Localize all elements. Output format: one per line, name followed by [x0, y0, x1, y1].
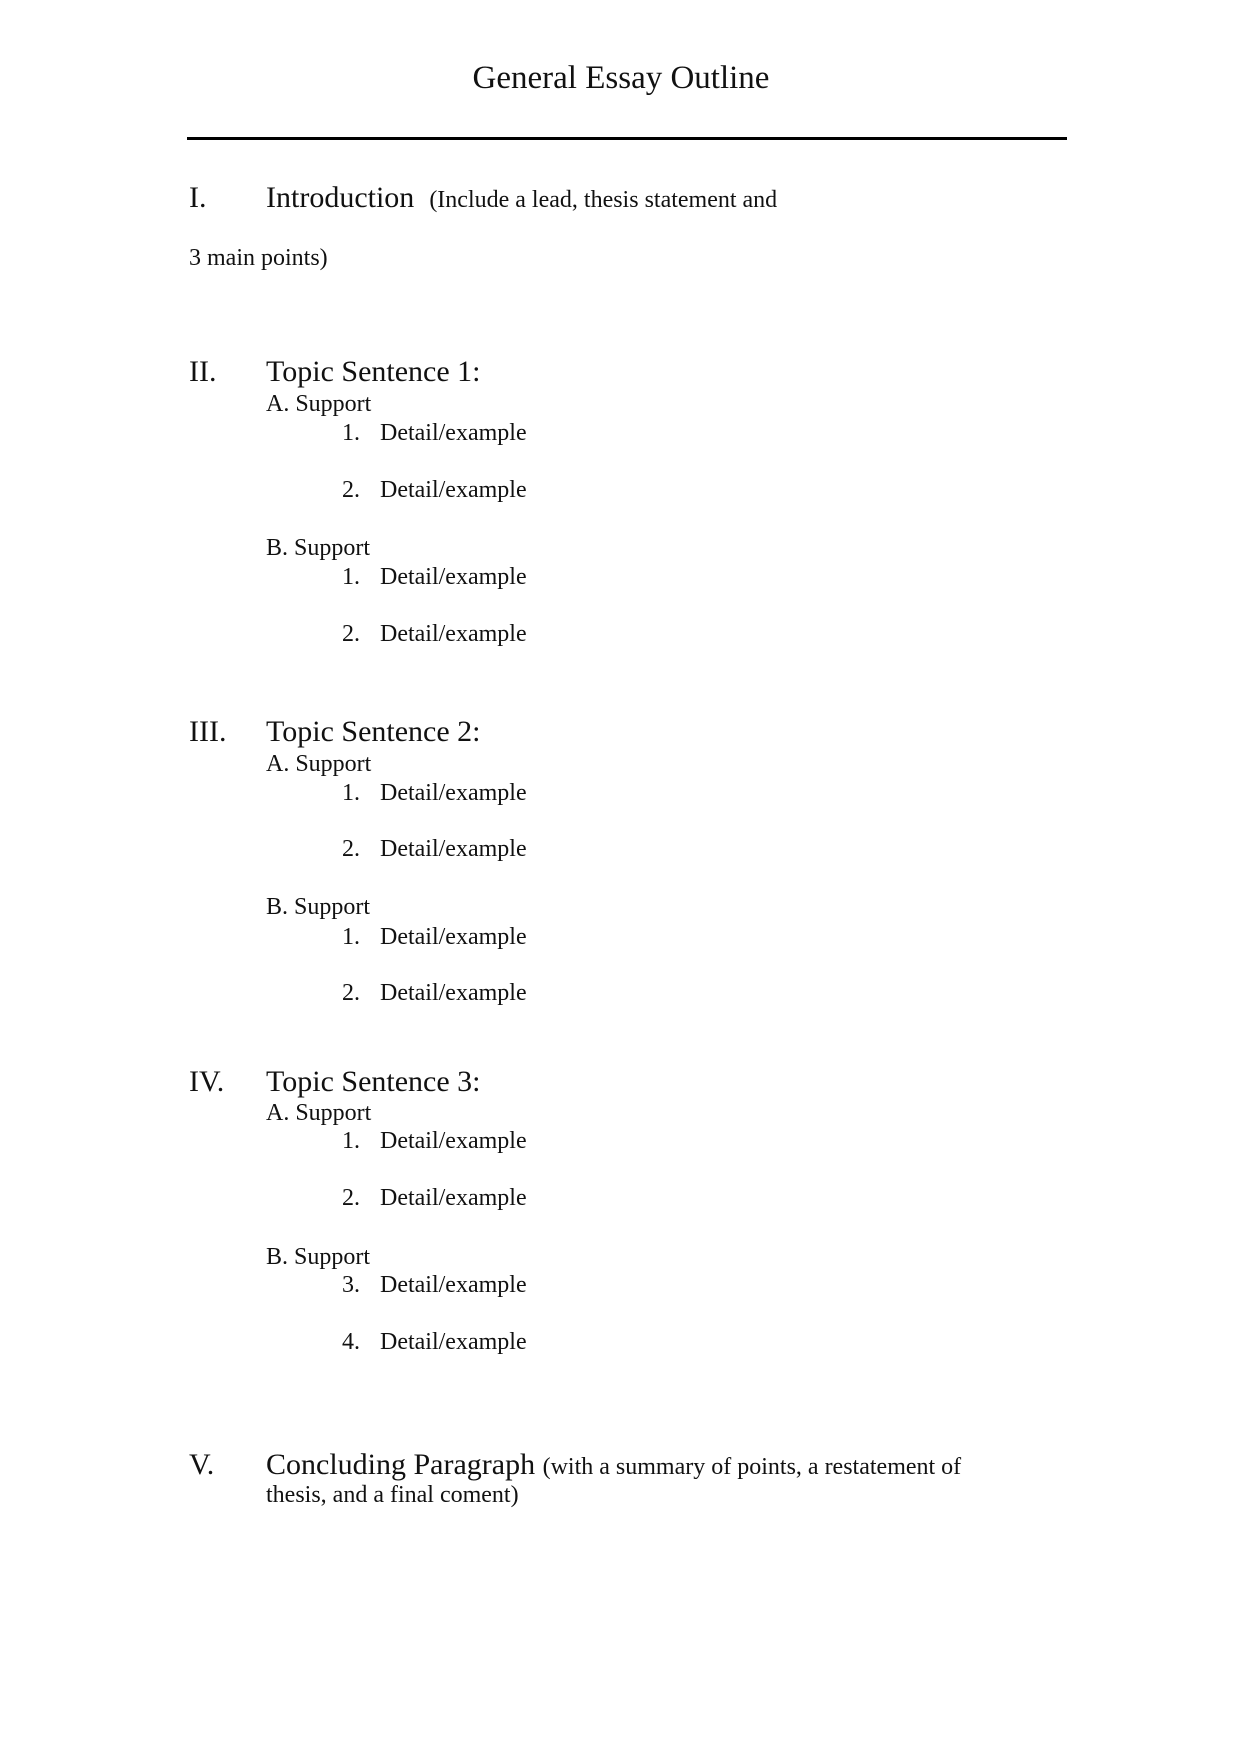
detail-text: Detail/example	[380, 621, 527, 647]
section-note: (Include a lead, thesis statement and	[429, 187, 778, 213]
support-label: A. Support	[266, 751, 372, 777]
detail-text: Detail/example	[380, 1329, 527, 1355]
section-heading: Topic Sentence 1:	[266, 355, 481, 388]
support-label: B. Support	[266, 894, 371, 920]
detail-text: Detail/example	[380, 836, 527, 862]
title-divider	[187, 137, 1067, 140]
detail-text: Detail/example	[380, 980, 527, 1006]
detail-number: 1.	[342, 924, 360, 950]
section-numeral: I.	[189, 181, 207, 214]
detail-number: 3.	[342, 1272, 360, 1298]
support-label: A. Support	[266, 1100, 372, 1126]
section-note-continuation: thesis, and a final coment)	[266, 1482, 519, 1508]
section-numeral: IV.	[189, 1065, 225, 1098]
support-label: B. Support	[266, 535, 371, 561]
section-heading	[266, 180, 777, 218]
detail-text: Detail/example	[380, 477, 527, 503]
section-numeral: II.	[189, 355, 217, 388]
section-note: (with a summary of points, a restatement of	[542, 1454, 962, 1480]
section-heading-text: Concluding Paragraph	[266, 1448, 536, 1481]
section-heading-text: Introduction	[266, 181, 415, 214]
section-heading: Topic Sentence 2:	[266, 715, 481, 748]
support-label: B. Support	[266, 1244, 371, 1270]
detail-number: 1.	[342, 564, 360, 590]
detail-text: Detail/example	[380, 420, 527, 446]
detail-text: Detail/example	[380, 564, 527, 590]
detail-number: 1.	[342, 420, 360, 446]
detail-number: 2.	[342, 980, 360, 1006]
detail-text: Detail/example	[380, 1128, 527, 1154]
detail-number: 1.	[342, 1128, 360, 1154]
detail-number: 1.	[342, 780, 360, 806]
section-numeral: V.	[189, 1448, 215, 1481]
detail-text: Detail/example	[380, 780, 527, 806]
detail-number: 4.	[342, 1329, 360, 1355]
detail-number: 2.	[342, 621, 360, 647]
detail-number: 2.	[342, 836, 360, 862]
section-heading: Topic Sentence 3:	[266, 1065, 481, 1098]
detail-text: Detail/example	[380, 1272, 527, 1298]
page-title: General Essay Outline	[472, 60, 770, 96]
section-note-continuation: 3 main points)	[189, 245, 328, 271]
section-numeral: III.	[189, 715, 227, 748]
support-label: A. Support	[266, 391, 372, 417]
detail-number: 2.	[342, 1185, 360, 1211]
detail-text: Detail/example	[380, 1185, 527, 1211]
detail-number: 2.	[342, 477, 360, 503]
detail-text: Detail/example	[380, 924, 527, 950]
